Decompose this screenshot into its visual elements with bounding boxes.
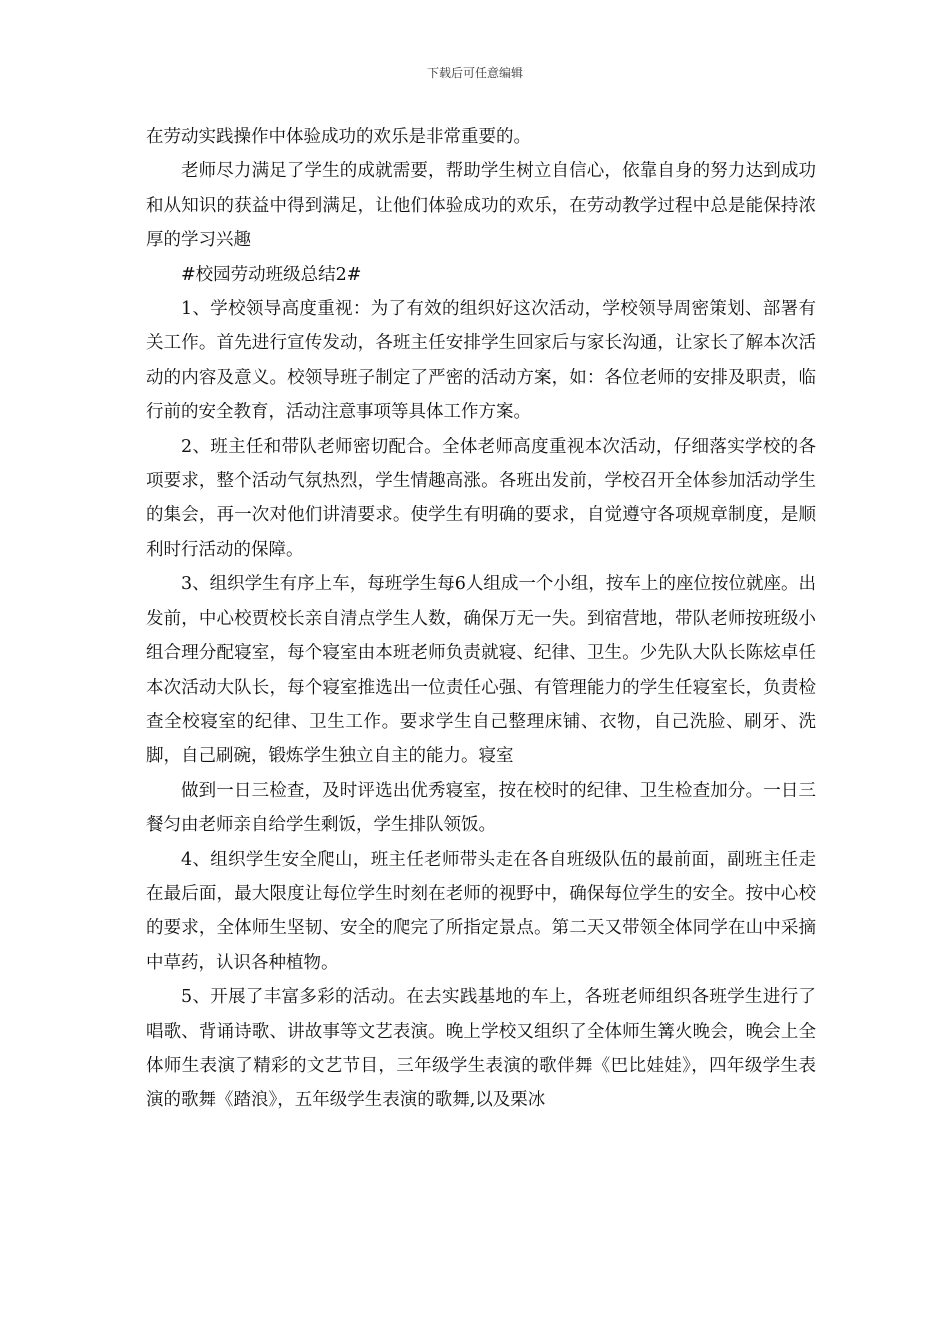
section-heading: #校园劳动班级总结2# [181, 264, 362, 285]
page-header-note: 下载后可任意编辑 [426, 66, 523, 80]
paragraph-1: 在劳动实践操作中体验成功的欢乐是非常重要的。 [146, 127, 531, 147]
paragraph-item-5: 5、开展了丰富多彩的活动。在去实践基地的车上，各班老师组织各班学生进行了唱歌、背诵诗歌、讲故事等文艺表演。晚上学校又组织了全体师生篝火晚会，晚会上全体师生表演了精彩的文艺节目，三年级学生表演的歌伴舞《巴比娃娃》，四年级学生表演的歌舞《踏浪》，五年级学生表演的歌舞,以及栗冰 [146, 987, 816, 1111]
paragraph-item-2: 2、班主任和带队老师密切配合。全体老师高度重视本次活动，仔细落实学校的各项要求，整个活动气氛热烈，学生情趣高涨。各班出发前，学校召开全体参加活动学生的集会，再一次对他们讲清要求。使学生有明确的要求，自觉遵守各项规章制度，是顺利时行活动的保障。 [146, 436, 816, 560]
paragraph-item-4: 4、组织学生安全爬山，班主任老师带头走在各自班级队伍的最前面，副班主任走在最后面，最大限度让每位学生时刻在老师的视野中，确保每位学生的安全。按中心校的要求，全体师生坚韧、安全的爬完了所指定景点。第二天又带领全体同学在山中采摘中草药，认识各种植物。 [146, 849, 816, 973]
paragraph-item-3-continued: 做到一日三检查，及时评选出优秀寝室，按在校时的纪律、卫生检查加分。一日三餐匀由老师亲自给学生剩饭，学生排队领饭。 [146, 780, 816, 836]
paragraph-item-3: 3、组织学生有序上车，每班学生每6人组成一个小组，按车上的座位按位就座。出发前，中心校贾校长亲自清点学生人数，确保万无一失。到宿营地，带队老师按班级小组合理分配寝室，每个寝室由本班老师负责就寝、纪律、卫生。少先队大队长陈炫卓任本次活动大队长，每个寝室推选出一位责任心强、有管理能力的学生任寝室长，负责检查全校寝室的纪律、卫生工作。要求学生自己整理床铺、衣物，自己洗脸、刷牙、洗脚，自己刷碗，锻炼学生独立自主的能力。寝室 [146, 574, 816, 767]
document-body [146, 120, 816, 1118]
paragraph-item-1: 1、学校领导高度重视：为了有效的组织好这次活动，学校领导周密策划、部署有关工作。首先进行宣传发动，各班主任安排学生回家后与家长沟通，让家长了解本次活动的内容及意义。校领导班子制定了严密的活动方案，如：各位老师的安排及职责，临行前的安全教育，活动注意事项等具体工作方案。 [146, 299, 816, 423]
paragraph-2: 老师尽力满足了学生的成就需要，帮助学生树立自信心，依靠自身的努力达到成功和从知识的获益中得到满足，让他们体验成功的欢乐，在劳动教学过程中总是能保持浓厚的学习兴趣 [146, 161, 816, 251]
